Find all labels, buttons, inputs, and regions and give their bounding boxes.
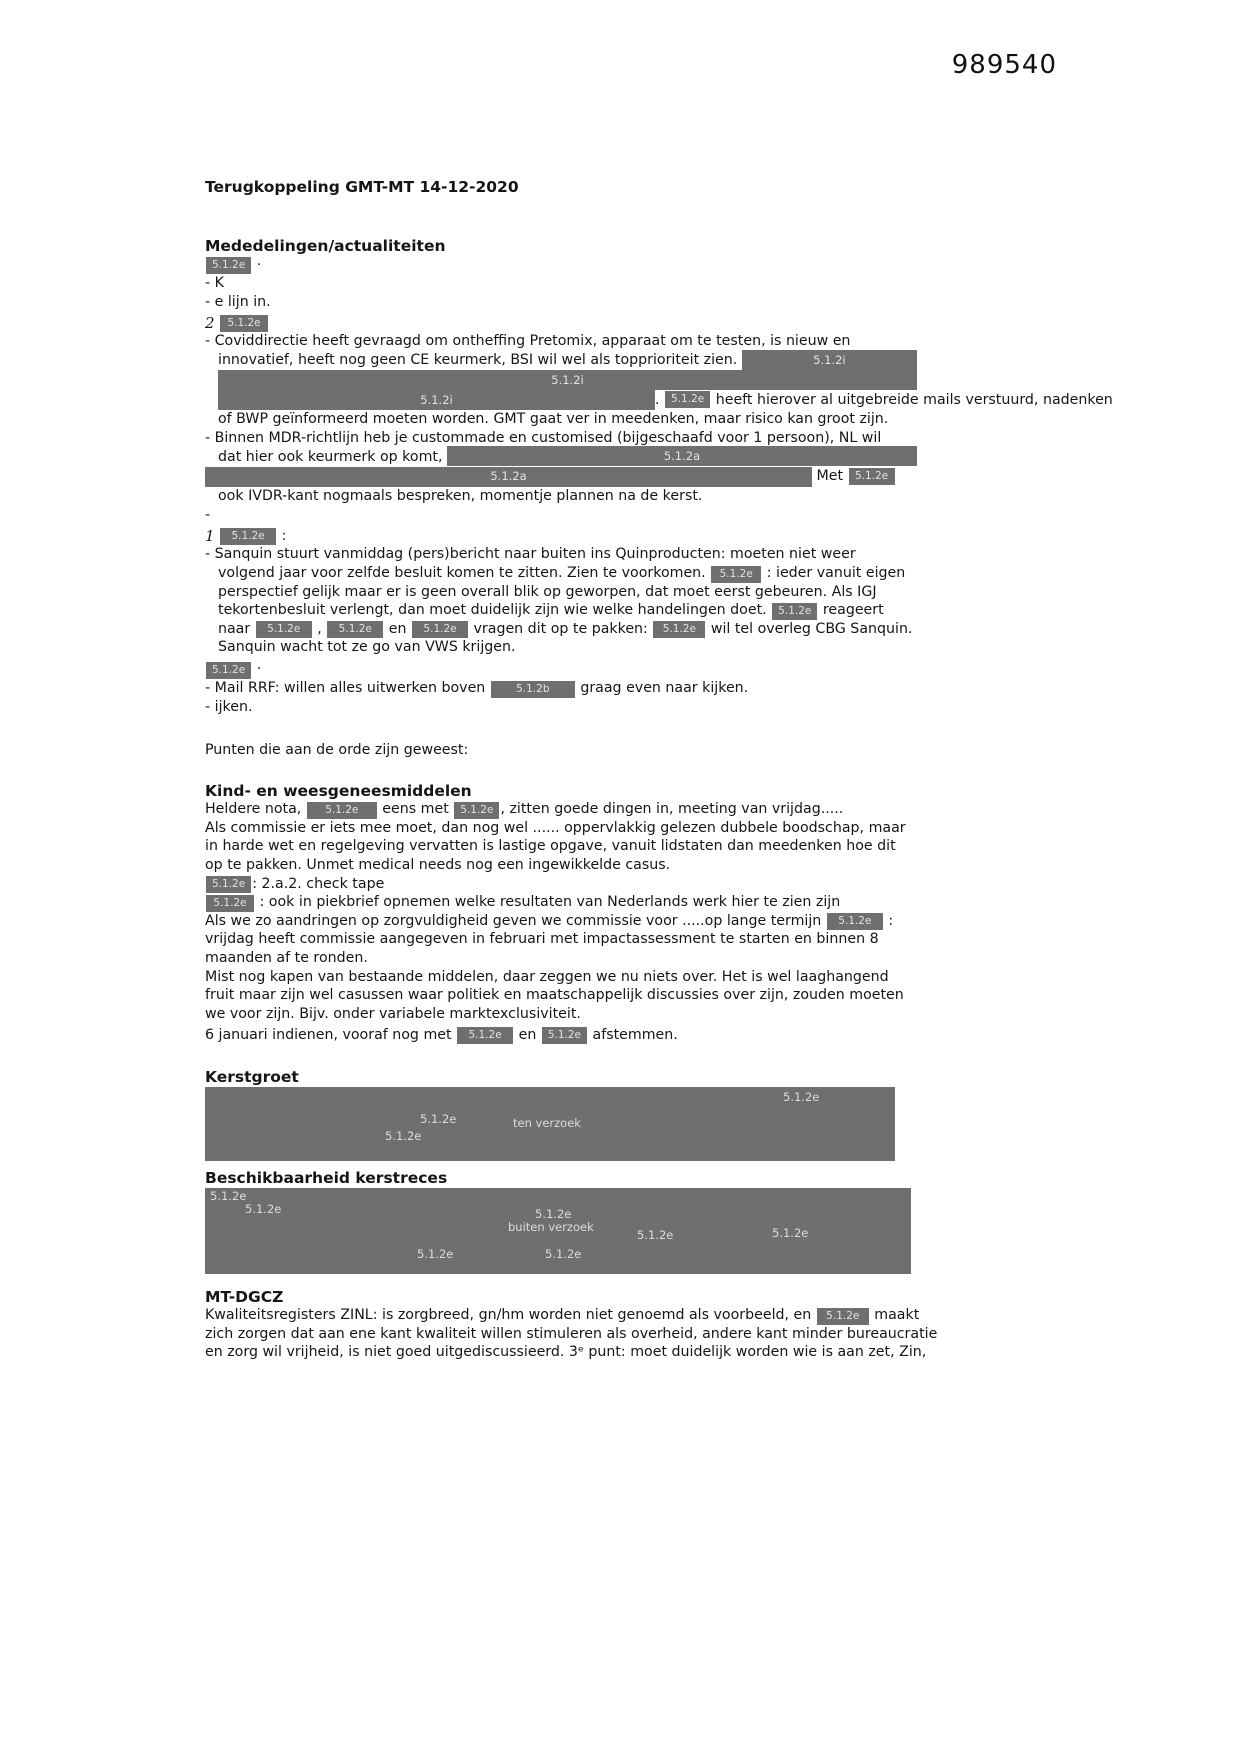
text-run: · [252, 661, 262, 678]
text-run: maakt [869, 1307, 920, 1324]
text-line [205, 698, 917, 717]
kerstgroet-redaction-block [205, 1087, 895, 1161]
text-line [205, 657, 917, 679]
text-line [205, 620, 917, 639]
text-line [205, 1343, 927, 1362]
text-line [205, 1005, 917, 1024]
redaction-chip: 5.1.2e [307, 802, 377, 819]
text-run: Punten die aan de orde zijn geweest: [205, 742, 469, 759]
text-run: en zorg wil vrijheid, is niet goed uitgediscussieerd. 3ᵉ punt: moet duidelijk worden wie is aan zet, Zin, [205, 1344, 927, 1361]
redaction-label: ten verzoek [513, 1116, 581, 1130]
text-run: Als we zo aandringen op zorgvuldigheid geven we commissie voor .....op lange termijn [205, 912, 826, 929]
text-line [205, 487, 917, 506]
text-run: we voor zijn. Bijv. onder variabele marktexclusiviteit. [205, 1005, 581, 1022]
text-line [205, 968, 917, 987]
text-run: volgend jaar voor zelfde besluit komen te zitten. Zien te voorkomen. [218, 564, 711, 581]
text-line [205, 638, 917, 657]
text-line [205, 800, 917, 819]
text-run [215, 314, 220, 333]
text-run: - Coviddirectie heeft gevraagd om ontheffing Pretomix, apparaat om te testen, is nieuw en [205, 333, 851, 350]
redaction-chip: 5.1.2e [542, 1027, 587, 1044]
text-run [215, 527, 220, 546]
handwritten-numeral: 2 [205, 313, 215, 332]
text-run: ook IVDR-kant nogmaals bespreken, momentje plannen na de kerst. [218, 488, 703, 505]
text-run: - [205, 506, 211, 523]
redaction-chip: 5.1.2e [457, 1027, 513, 1044]
redaction-label: 5.1.2e [637, 1227, 674, 1242]
section-heading: Beschikbaarheid kerstreces [205, 1169, 448, 1187]
text-line [205, 390, 1113, 410]
text-line [205, 564, 917, 583]
text-run: - Binnen MDR-richtlijn heb je custommade en customised (bijgeschaafd voor 1 persoon), NL wil [205, 429, 882, 446]
text-run: Sanquin wacht tot ze go van VWS krijgen. [218, 639, 516, 656]
text-line [205, 930, 917, 949]
text-run: reageert [818, 602, 884, 619]
text-run: - ijken. [205, 698, 253, 715]
redaction-chip: 5.1.2e [665, 391, 710, 408]
text-run: graag even naar kijken. [575, 679, 749, 696]
text-line [205, 351, 917, 370]
redaction-bar: 5.1.2a [205, 467, 812, 487]
spacer [205, 1274, 206, 1288]
spacer [205, 1161, 206, 1169]
text-run: heeft hierover al uitgebreide mails verstuurd, nadenken [711, 391, 1113, 408]
text-run: · [252, 256, 262, 273]
text-line [205, 1023, 917, 1044]
text-run: 6 januari indienen, vooraf nog met [205, 1026, 457, 1043]
text-line [205, 429, 917, 448]
redaction-chip: 5.1.2e [220, 315, 268, 332]
redaction-label: 5.1.2e [535, 1206, 572, 1221]
redaction-chip: 5.1.2e [206, 257, 251, 274]
redaction-bar: 5.1.2i [218, 390, 655, 410]
text-run: Met [812, 468, 848, 485]
text-run: en [514, 1026, 541, 1043]
text-run: naar [218, 620, 255, 637]
document-title: Terugkoppeling GMT-MT 14-12-2020 [205, 178, 519, 196]
text-run: op te pakken. Unmet medical needs nog een ingewikkelde casus. [205, 857, 671, 874]
text-line [205, 311, 917, 332]
text-line [205, 293, 917, 312]
redaction-chip: 5.1.2e [849, 468, 895, 485]
redaction-chip: 5.1.2e [206, 895, 254, 912]
redaction-label: 5.1.2e [420, 1112, 457, 1126]
kerstreces-redaction-block [205, 1188, 911, 1274]
handwritten-numeral: 1 [205, 526, 215, 545]
text-run: dat hier ook keurmerk op komt, [218, 448, 447, 465]
redaction-label: 5.1.2e [417, 1246, 454, 1261]
text-run: perspectief gelijk maar er is geen overall blik op geworpen, dat moet eerst gebeuren. Als IGJ [218, 583, 877, 600]
text-run: in harde wet en regelgeving vervatten is lastige opgave, vanuit lidstaten dan meedenken hoe dit [205, 838, 896, 855]
redaction-label: 5.1.2e [210, 1188, 247, 1203]
redaction-chip: 5.1.2e [817, 1308, 869, 1325]
text-run: afstemmen. [588, 1026, 678, 1043]
document-content [205, 178, 1113, 1362]
text-run: maanden af te ronden. [205, 950, 368, 967]
redaction-chip: 5.1.2e [206, 876, 251, 893]
text-run: Mist nog kapen van bestaande middelen, daar zeggen we nu niets over. Het is wel laaghangend [205, 968, 889, 985]
text-run: : ieder vanuit eigen [762, 564, 906, 581]
section-heading: MT-DGCZ [205, 1287, 284, 1306]
redaction-chip: 5.1.2e [454, 802, 499, 819]
text-line [205, 601, 917, 620]
redaction-chip: 5.1.2e [256, 621, 312, 638]
redaction-chip: 5.1.2e [206, 662, 251, 679]
redaction-label: 5.1.2e [385, 1129, 422, 1143]
text-run: : ook in piekbrief opnemen welke resultaten van Nederlands werk hier te zien zijn [255, 894, 841, 911]
redaction-chip: 5.1.2e [827, 913, 883, 930]
section-heading: Kerstgroet [205, 1068, 299, 1087]
text-run: wil tel overleg CBG Sanquin. [706, 620, 913, 637]
document-number: 989540 [951, 50, 1057, 80]
text-run: - K [205, 275, 224, 292]
text-line [205, 410, 917, 429]
text-line [205, 1306, 920, 1325]
text-run: , zitten goede dingen in, meeting van vrijdag..... [500, 801, 844, 818]
text-line [205, 506, 917, 525]
text-line [205, 447, 917, 466]
text-line [205, 466, 917, 487]
redaction-chip: 5.1.2e [412, 621, 468, 638]
redaction-label: 5.1.2e [772, 1225, 809, 1240]
text-run: eens met [377, 801, 454, 818]
text-run: Als commissie er iets mee moet, dan nog wel ...... oppervlakkig gelezen dubbele boodschap, maar [205, 819, 906, 836]
text-line [205, 819, 917, 838]
text-line [205, 986, 917, 1005]
redaction-label: buiten verzoek [508, 1219, 594, 1234]
text-run: fruit maar zijn wel casussen waar politiek en maatschappelijk discussies over zijn, zouden moeten [205, 987, 904, 1004]
text-run: vragen dit op te pakken: [469, 620, 653, 637]
text-run: of BWP geïnformeerd moeten worden. GMT gaat ver in meedenken, maar risico kan groot zijn. [218, 410, 889, 427]
text-run: : [883, 912, 894, 929]
section-heading: Mededelingen/actualiteiten [205, 237, 446, 255]
text-line [205, 856, 917, 875]
text-run: tekortenbesluit verlengt, dan moet duidelijk zijn wie welke handelingen doet. [218, 602, 772, 619]
spacer [205, 1044, 206, 1068]
text-line [205, 370, 917, 390]
redaction-chip: 5.1.2e [653, 621, 705, 638]
redaction-label: 5.1.2e [783, 1090, 820, 1104]
text-line [205, 893, 917, 912]
text-line [205, 545, 917, 564]
text-run: - Mail RRF: willen alles uitwerken boven [205, 679, 490, 696]
text-line [205, 679, 917, 698]
text-run: - e lijn in. [205, 293, 271, 310]
spacer [205, 760, 206, 782]
text-run: . [655, 391, 665, 408]
text-line [205, 256, 917, 275]
redaction-chip: 5.1.2e [772, 603, 817, 620]
text-run: : [277, 527, 287, 544]
text-run: Kwaliteitsregisters ZINL: is zorgbreed, gn/hm worden niet genoemd als voorbeeld, en [205, 1307, 816, 1324]
redaction-chip: 5.1.2b [491, 681, 575, 698]
text-line [205, 1325, 938, 1344]
section-heading: Kind- en weesgeneesmiddelen [205, 781, 472, 800]
text-line [205, 912, 917, 931]
document-body [205, 237, 1113, 1362]
redaction-label: 5.1.2e [245, 1201, 282, 1216]
text-run: zich zorgen dat aan ene kant kwaliteit willen stimuleren als overheid, andere kant minder bureaucratie [205, 1325, 938, 1342]
redaction-chip: 5.1.2e [327, 621, 383, 638]
text-line [205, 274, 917, 293]
text-line [205, 875, 917, 894]
text-run: innovatief, heeft nog geen CE keurmerk, BSI wil wel als topprioriteit zien. [218, 352, 742, 369]
redaction-label: 5.1.2e [545, 1246, 582, 1261]
redaction-chip: 5.1.2e [220, 528, 276, 545]
redaction-chip: 5.1.2e [711, 566, 761, 583]
text-line [205, 949, 917, 968]
text-line [205, 741, 917, 760]
text-run: : 2.a.2. check tape [252, 875, 385, 892]
text-line [205, 524, 917, 545]
text-run: vrijdag heeft commissie aangegeven in februari met impactassessment te starten en binnen 8 [205, 931, 879, 948]
redaction-bar: 5.1.2a [447, 446, 917, 466]
text-run: , [312, 620, 327, 637]
redaction-bar: 5.1.2i [218, 370, 917, 390]
text-line [205, 332, 917, 351]
text-run: Heldere nota, [205, 801, 306, 818]
redaction-bar: 5.1.2i [742, 350, 917, 370]
text-run: en [384, 620, 412, 637]
text-run: - Sanquin stuurt vanmiddag (pers)bericht naar buiten ins Quinproducten: moeten niet weer [205, 546, 856, 563]
spacer [205, 716, 206, 741]
text-line [205, 837, 917, 856]
text-line [205, 583, 917, 602]
